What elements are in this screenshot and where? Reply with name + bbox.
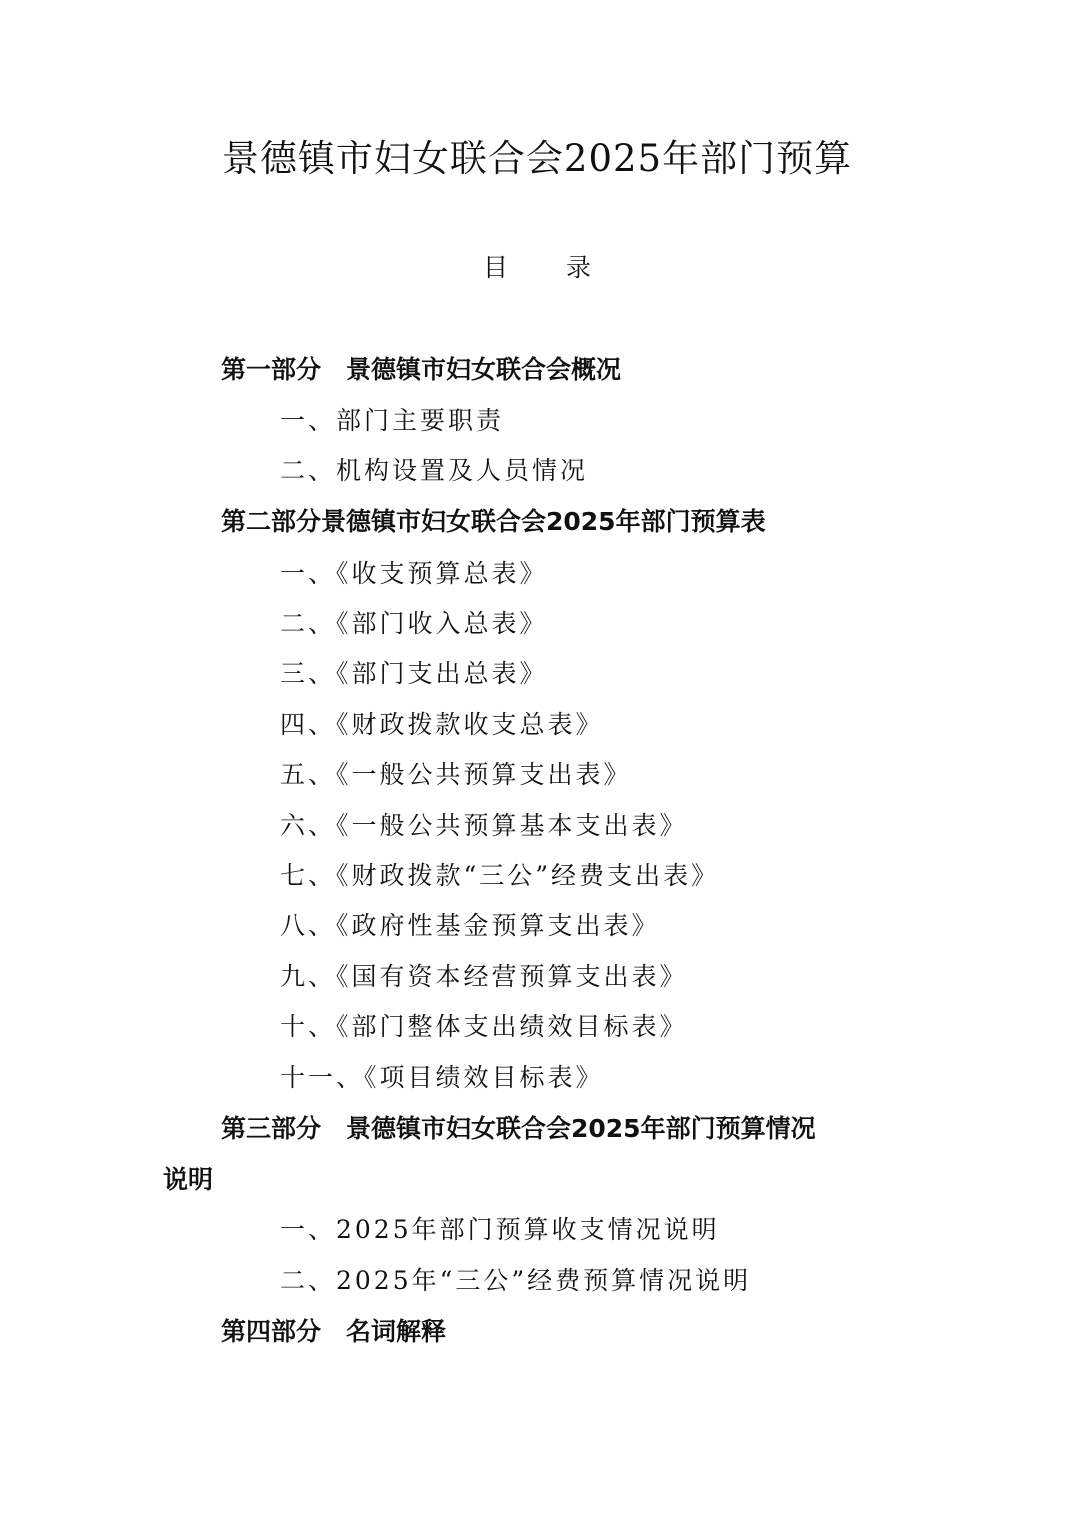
toc-item: 二、机构设置及人员情况 — [280, 456, 589, 485]
toc-part-2: 第二部分景德镇市妇女联合会2025年部门预算表 — [221, 507, 766, 536]
toc-item: 二、2025年“三公”经费预算情况说明 — [280, 1266, 752, 1295]
document-title: 景德镇市妇女联合会2025年部门预算 — [221, 137, 853, 180]
toc-part-3: 第三部分 景德镇市妇女联合会2025年部门预算情况 — [221, 1114, 816, 1143]
toc-item: 九、《国有资本经营预算支出表》 — [280, 962, 688, 991]
toc-item: 十、《部门整体支出绩效目标表》 — [280, 1012, 688, 1041]
toc-item: 五、《一般公共预算支出表》 — [280, 760, 632, 789]
toc-item: 一、2025年部门预算收支情况说明 — [280, 1215, 720, 1244]
toc-item: 八、《政府性基金预算支出表》 — [280, 911, 660, 940]
toc-item: 二、《部门收入总表》 — [280, 609, 548, 638]
toc-item: 三、《部门支出总表》 — [280, 659, 548, 688]
toc-item: 十一、《项目绩效目标表》 — [280, 1063, 604, 1092]
toc-part-4: 第四部分 名词解释 — [221, 1317, 447, 1346]
toc-item: 一、《收支预算总表》 — [280, 559, 548, 588]
toc-item: 六、《一般公共预算基本支出表》 — [280, 811, 688, 840]
toc-item: 四、《财政拨款收支总表》 — [280, 710, 604, 739]
toc-heading: 目录 — [482, 253, 649, 282]
toc-item: 一、部门主要职责 — [280, 406, 505, 435]
toc-part-1: 第一部分 景德镇市妇女联合会概况 — [221, 355, 622, 384]
toc-part-3-continuation: 说明 — [163, 1165, 214, 1194]
toc-item: 七、《财政拨款“三公”经费支出表》 — [280, 861, 720, 890]
